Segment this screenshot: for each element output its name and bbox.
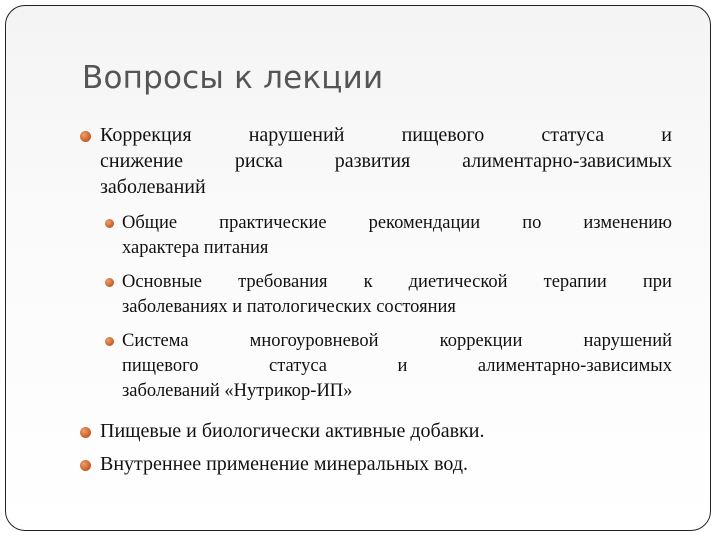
word: диетической (408, 272, 508, 292)
bullet-line: заболеваний «Нутрикор-ИП» (122, 381, 353, 401)
word: Коррекция (100, 124, 192, 146)
word: требования (238, 272, 328, 292)
word: при (642, 272, 672, 292)
word: многоуровневой (249, 331, 379, 351)
bullet-item-mineral-waters (100, 451, 672, 477)
bullet-line: заболеваний (100, 176, 206, 198)
subbullet-item-diet-therapy (122, 270, 672, 320)
bullet-icon (80, 460, 91, 471)
word: и (397, 356, 408, 376)
word: терапии (543, 272, 607, 292)
subbullet-item-nutricor (122, 329, 672, 404)
word: пищевого (401, 124, 485, 146)
word: практические (219, 213, 327, 233)
word: пищевого (122, 356, 199, 376)
word: изменению (583, 213, 672, 233)
word: риска (234, 150, 283, 172)
bullet-line (122, 270, 672, 295)
bullet-line (100, 148, 672, 174)
word: коррекции (439, 331, 523, 351)
bullet-line: характера питания (122, 238, 269, 258)
bullet-item-correction (100, 122, 672, 200)
bullet-line (122, 211, 672, 236)
bullet-line (100, 122, 672, 148)
subbullet-item-recommendations (122, 211, 672, 261)
word: рекомендации (368, 213, 481, 233)
bullet-item-supplements (100, 418, 672, 444)
word: алиментарно-зависимых (462, 150, 672, 172)
bullet-line (122, 329, 672, 354)
bullet-icon (105, 219, 114, 228)
bullet-icon (80, 427, 91, 438)
word: снижение (100, 150, 183, 172)
bullet-line: Внутреннее применение минеральных вод. (100, 453, 469, 475)
bullet-icon (105, 337, 114, 346)
word: нарушений (248, 124, 345, 146)
word: к (363, 272, 373, 292)
word: статуса (269, 356, 327, 376)
word: по (522, 213, 542, 233)
bullet-icon (105, 278, 114, 287)
bullet-line: Пищевые и биологически активные добавки. (100, 420, 485, 442)
word: развития (334, 150, 411, 172)
word: Основные (122, 272, 202, 292)
word: Система (122, 331, 189, 351)
word: и (661, 124, 672, 146)
slide-title: Вопросы к лекции (82, 60, 384, 96)
bullet-line (122, 354, 672, 379)
bullet-line: заболеваниях и патологических состояния (122, 297, 456, 317)
word: Общие (122, 213, 178, 233)
word: статуса (541, 124, 605, 146)
bullet-icon (80, 131, 91, 142)
word: нарушений (583, 331, 672, 351)
word: алиментарно-зависимых (477, 356, 672, 376)
